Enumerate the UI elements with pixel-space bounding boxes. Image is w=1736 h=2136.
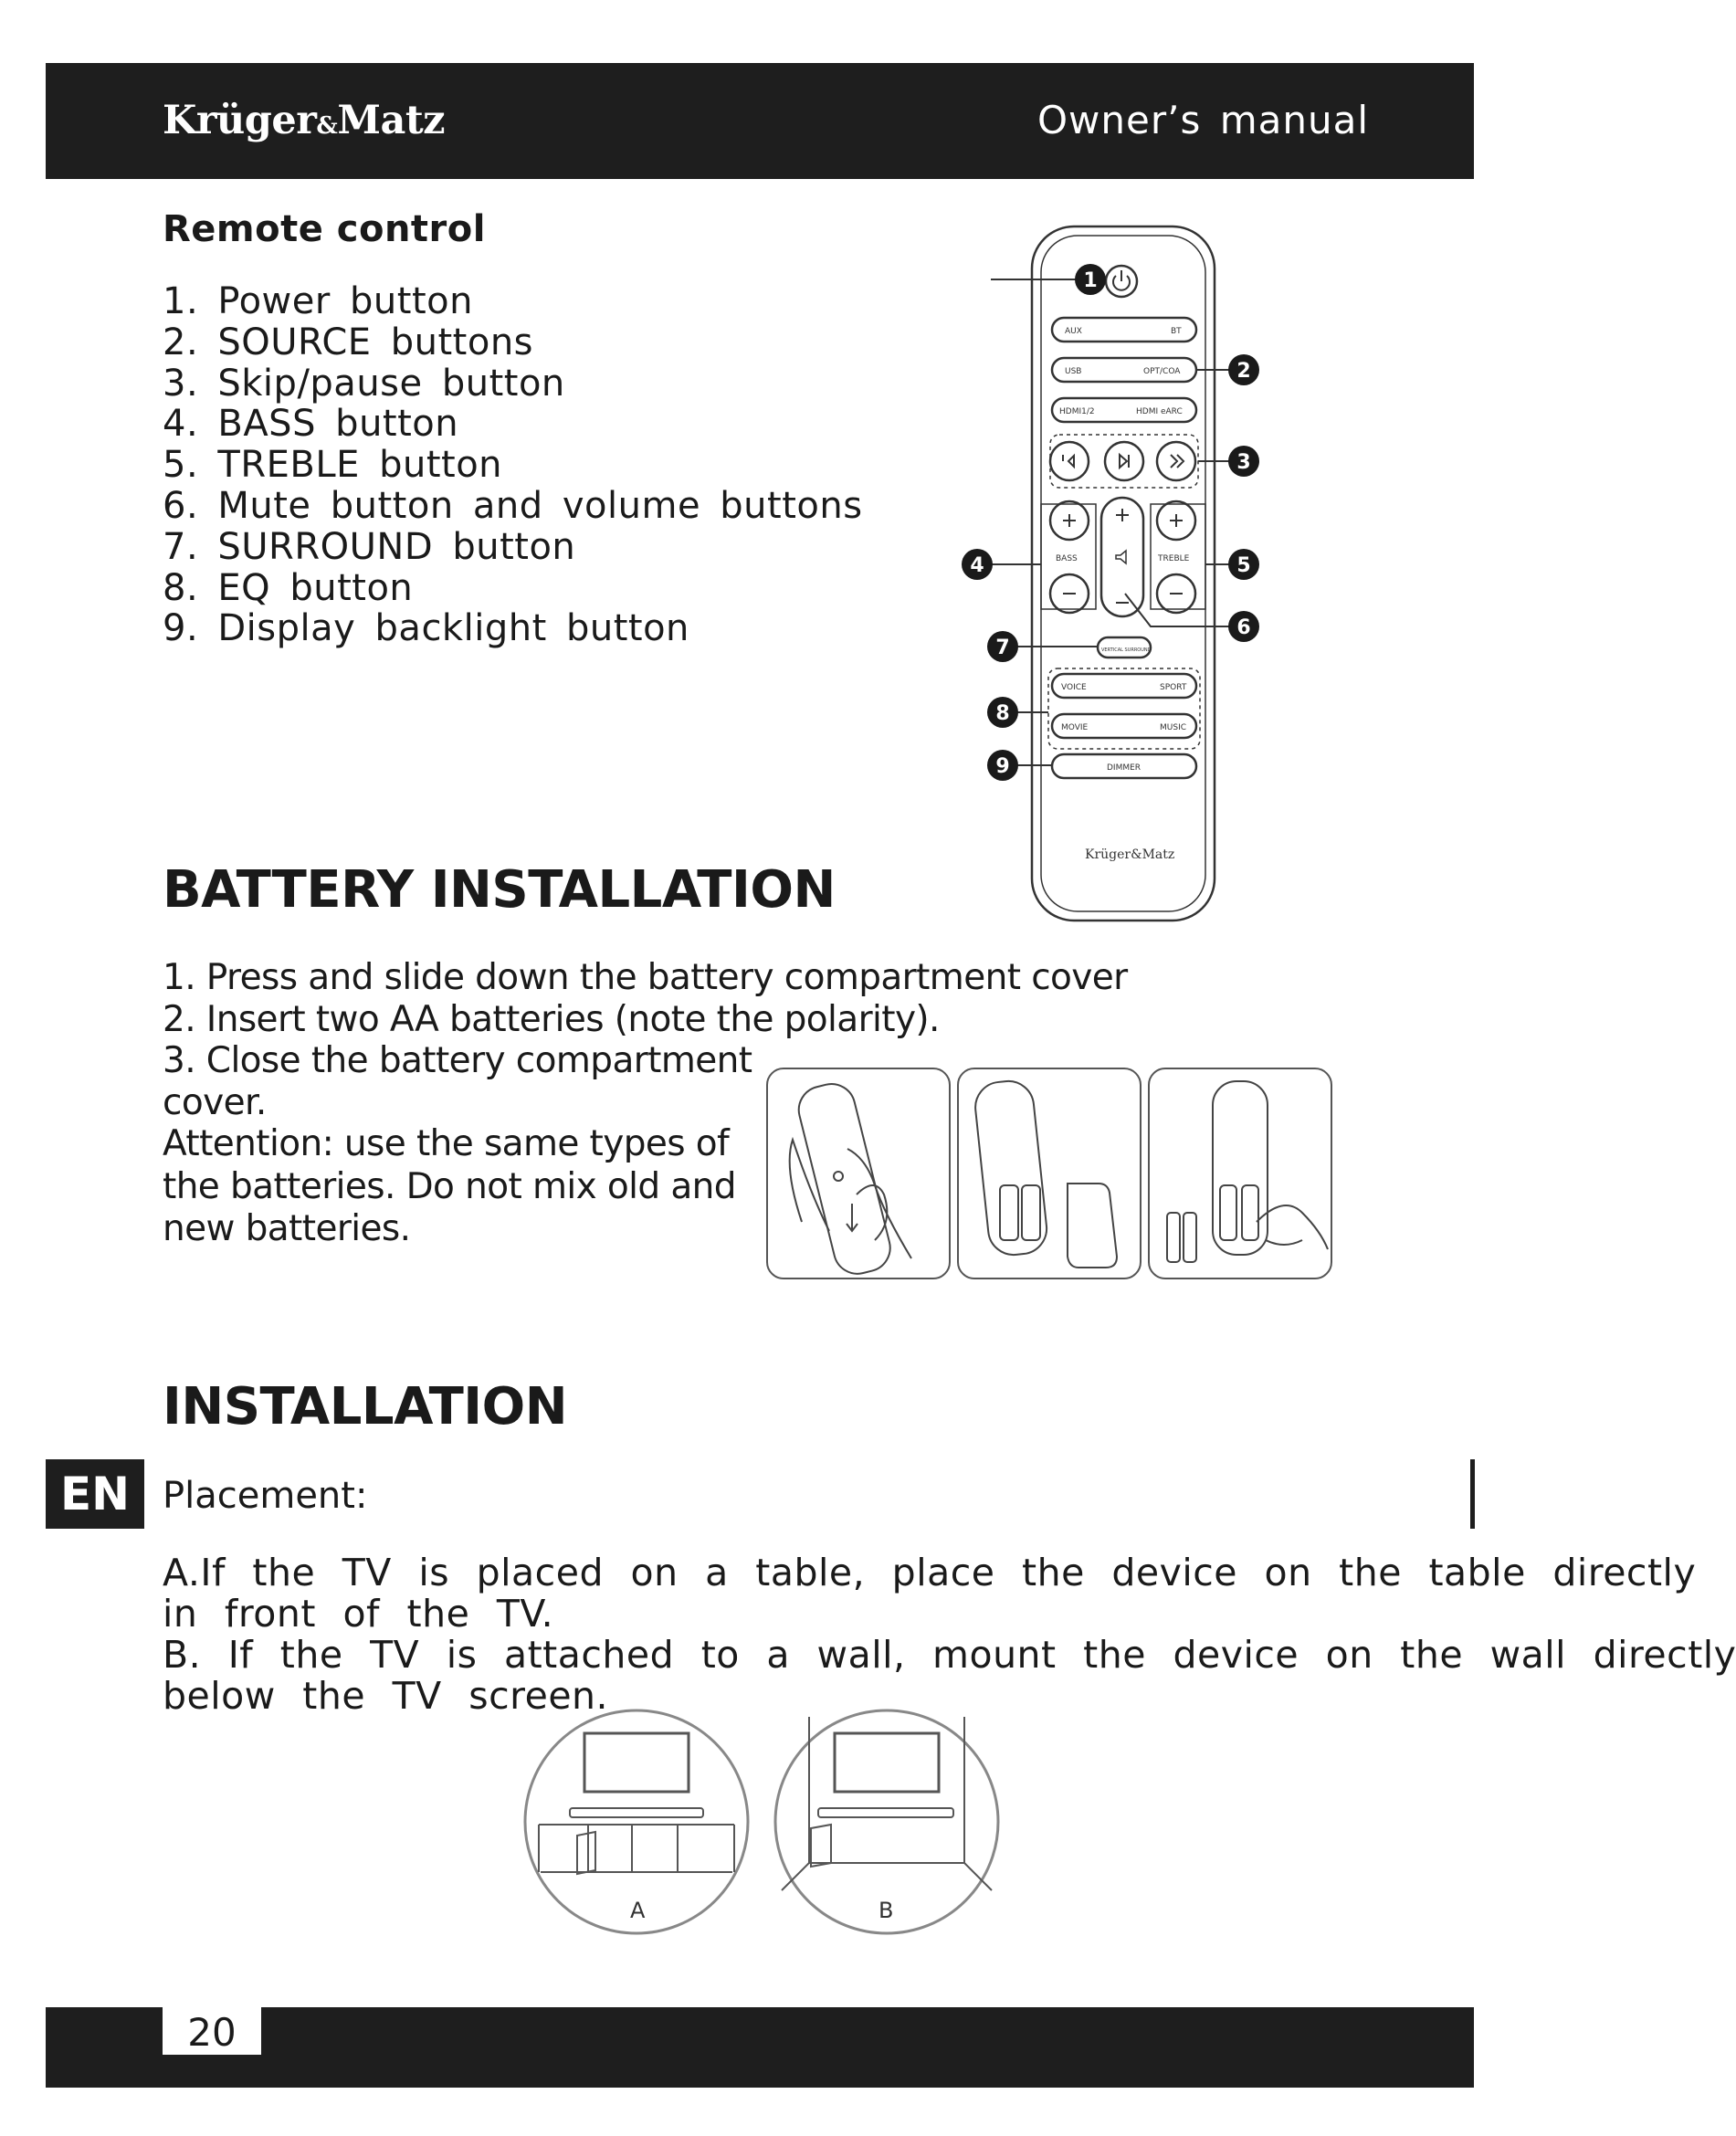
remote-button-list xyxy=(163,281,863,649)
page-number: 20 xyxy=(163,2007,261,2055)
button-label: HDMI1/2 xyxy=(1059,407,1095,416)
button-label: BT xyxy=(1171,327,1182,336)
button-label: MOVIE xyxy=(1061,723,1089,732)
list-item: 1. Power button xyxy=(163,280,473,322)
callout-label: 7 xyxy=(995,637,1010,659)
list-item: 5. TREBLE button xyxy=(163,444,503,487)
battery-installation-heading: BATTERY INSTALLATION xyxy=(163,860,836,920)
button-label: DIMMER xyxy=(1107,763,1142,773)
remote-brand: Krüger&Matz xyxy=(1085,847,1175,862)
remote-control-illustration xyxy=(968,219,1278,931)
brand-logo: Krüger&Matz xyxy=(163,98,446,143)
placement-instructions xyxy=(163,1551,1736,1718)
document-type: Owner’s manual xyxy=(1036,98,1369,142)
placement-label: Placement: xyxy=(163,1475,368,1517)
callout-label: 4 xyxy=(970,554,984,577)
list-item: 6. Mute button and volume buttons xyxy=(163,484,863,527)
callout-label: 6 xyxy=(1236,616,1251,639)
placement-b-illustration xyxy=(773,1708,1001,1936)
list-item: 4. BASS button xyxy=(163,403,459,446)
language-tab: EN xyxy=(46,1459,144,1529)
callout-label: 2 xyxy=(1236,360,1251,383)
button-label: AUX xyxy=(1065,327,1082,336)
page-header xyxy=(46,63,1474,179)
button-label: SPORT xyxy=(1160,683,1187,692)
mute-icon xyxy=(1116,551,1126,563)
installation-heading: INSTALLATION xyxy=(163,1377,568,1436)
callout-label: 1 xyxy=(1083,269,1098,292)
figure-label: A xyxy=(630,1898,646,1923)
list-item: 3. Skip/pause button xyxy=(163,362,565,405)
list-item: 9. Display backlight button xyxy=(163,607,689,650)
button-label: VOICE xyxy=(1061,683,1087,692)
instruction-line: cover. xyxy=(163,1081,267,1123)
instruction-line: 3. Close the battery compartment xyxy=(163,1040,752,1081)
battery-step-1-illustration xyxy=(765,1067,952,1280)
button-label: OPT/COA xyxy=(1143,367,1181,376)
button-label: USB xyxy=(1065,367,1082,376)
remote-control-heading: Remote control xyxy=(163,208,486,250)
instruction-line: in front of the TV. xyxy=(163,1592,554,1636)
instruction-line: 1. Press and slide down the battery compartment cover xyxy=(163,957,1128,998)
attention-line: the batteries. Do not mix old and xyxy=(163,1165,736,1207)
remote-body xyxy=(1032,226,1215,921)
attention-line: new batteries. xyxy=(163,1208,411,1249)
margin-marker xyxy=(1470,1459,1475,1529)
callout-label: 8 xyxy=(995,702,1010,725)
battery-step-2-illustration xyxy=(956,1067,1142,1280)
list-item: 8. EQ button xyxy=(163,566,414,609)
attention-line: Attention: use the same types of xyxy=(163,1123,730,1164)
button-label: VERTICAL SURROUND xyxy=(1101,647,1152,653)
button-label: BASS xyxy=(1056,554,1078,563)
callout-label: 9 xyxy=(995,755,1010,778)
instruction-line: A.If the TV is placed on a table, place the device on the table directly xyxy=(163,1551,1697,1594)
instruction-line: B. If the TV is attached to a wall, mount the device on the wall directly xyxy=(163,1633,1736,1677)
button-label: HDMI eARC xyxy=(1136,407,1183,416)
page-footer xyxy=(46,2007,1474,2088)
callout-label: 5 xyxy=(1236,554,1251,577)
instruction-line: below the TV screen. xyxy=(163,1674,609,1718)
callout-label: 3 xyxy=(1236,451,1251,474)
list-item: 2. SOURCE buttons xyxy=(163,321,534,363)
placement-a-illustration xyxy=(522,1708,751,1936)
button-label: MUSIC xyxy=(1160,723,1187,732)
figure-label: B xyxy=(879,1898,894,1923)
button-label: TREBLE xyxy=(1158,554,1190,563)
battery-step-3-illustration xyxy=(1147,1067,1333,1280)
list-item: 7. SURROUND button xyxy=(163,525,576,568)
instruction-line: 2. Insert two AA batteries (note the polarity). xyxy=(163,998,940,1040)
play-pause-icon xyxy=(1105,442,1143,480)
